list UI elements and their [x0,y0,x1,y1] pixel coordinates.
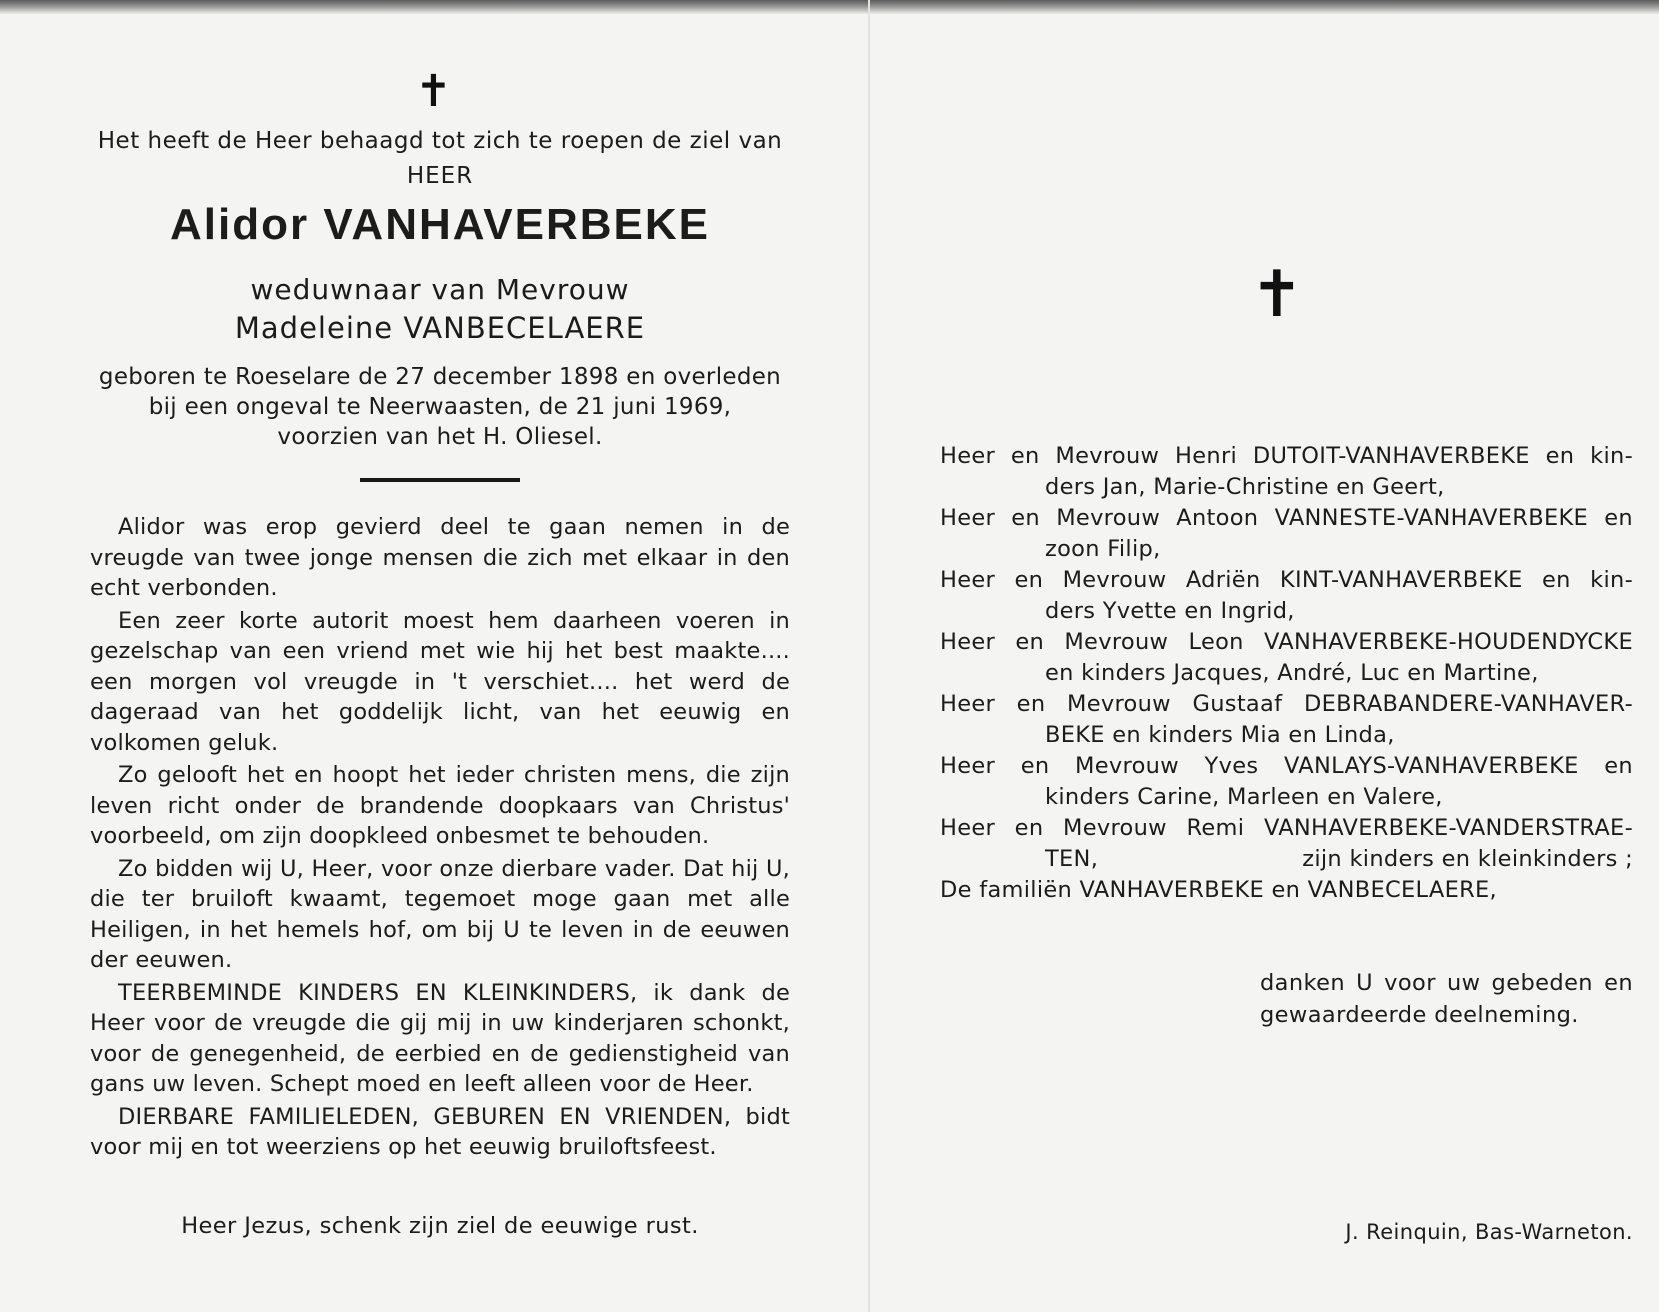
deceased-name: Alidor VANHAVERBEKE [170,200,710,249]
right-page [940,0,1640,1312]
honorific: HEER [406,163,474,189]
family-entry: Heer en Mevrouw Leon VANHAVERBEKE-HOUDENDYCKE en kinders Jacques, André, Luc en Martine, [940,629,1633,686]
memorial-text [90,512,790,1163]
family-entry: De familiën VANHAVERBEKE en VANBECELAERE, [940,877,1497,903]
paragraph: TEERBEMINDE KINDERS EN KLEINKINDERS, ik dank de Heer voor de vreugde die gij mij in uw kinderjaren schonkt, voor de genegenheid, de eerbied en de gedienstigheid van gans uw leven. Schept moed en leeft alleen voor de Heer. [90,979,790,1097]
paragraph: Alidor was erop gevierd deel te gaan nemen in de vreugde van twee jonge mensen die zich met elkaar in den echt verbonden. [90,514,790,601]
family-entry: Heer en Mevrouw Remi VANHAVERBEKE-VANDERSTRAE- TEN, zijn kinders en kleinkinders ; [940,813,1633,875]
continuation-end: zijn kinders en kleinkinders ; [1302,846,1633,872]
widower-line: weduwnaar van Mevrouw [250,273,630,306]
death-line: bij een ongeval te Neerwaasten, de 21 juni 1969, [148,394,732,420]
family-entry: Heer en Mevrouw Henri DUTOIT-VANHAVERBEKE en kin- ders Jan, Marie-Christine en Geert, [940,443,1633,500]
paragraph: Zo gelooft het en hoopt het ieder christen mens, die zijn leven richt onder de brandende doopkaars van Christus' voorbeeld, om zijn doopkleed onbesmet te behouden. [90,762,790,849]
birth-death-info [85,362,795,452]
sacrament-line: voorzien van het H. Oliesel. [277,424,603,450]
family-entry: Heer en Mevrouw Gustaaf DEBRABANDERE-VANHAVER- BEKE en kinders Mia en Linda, [940,691,1633,748]
paragraph: Zo bidden wij U, Heer, voor onze dierbare vader. Dat hij U, die ter bruiloft kwaamt, tegemoet moge gaan met alle Heiligen, in het hemels hof, om bij U te leven in de eeuwen der eeuwen. [90,855,790,973]
thanks-note: danken U voor uw gebeden en gewaardeerde deelneming. [1260,970,1633,1028]
family-entry: Heer en Mevrouw Yves VANLAYS-VANHAVERBEKE en kinders Carine, Marleen en Valere, [940,753,1633,810]
continuation-start: TEN, [1045,846,1099,872]
divider-rule [360,478,520,482]
cross-icon: ✝ [1250,258,1304,332]
left-page [85,0,795,1312]
paragraph: Een zeer korte autorit moest hem daarheen voeren in gezelschap van een vriend met wie hij het best maakte.... een morgen vol vreugde in 't verschiet.... het werd de dageraad van het goddelijk licht, van het eeuwig en volkomen geluk. [90,607,790,756]
closing-prayer: Heer Jezus, schenk zijn ziel de eeuwige rust. [181,1213,699,1239]
family-entry: Heer en Mevrouw Antoon VANNESTE-VANHAVERBEKE en zoon Filip, [940,505,1633,562]
intro-line: Het heeft de Heer behaagd tot zich te roepen de ziel van [97,128,783,154]
card-fold [868,0,870,1312]
birth-line: geboren te Roeselare de 27 december 1898 en overleden [98,364,782,390]
cross-icon: ✝ [415,66,452,117]
wife-name: Madeleine VANBECELAERE [234,311,646,345]
printer-credit: J. Reinquin, Bas-Warneton. [1345,1220,1633,1244]
family-entry: Heer en Mevrouw Adriën KINT-VANHAVERBEKE en kin- ders Yvette en Ingrid, [940,567,1633,624]
paragraph: DIERBARE FAMILIELEDEN, GEBUREN EN VRIENDEN, bidt voor mij en tot weerziens op het eeuwig bruiloftsfeest. [90,1103,790,1160]
family-list [940,441,1633,906]
